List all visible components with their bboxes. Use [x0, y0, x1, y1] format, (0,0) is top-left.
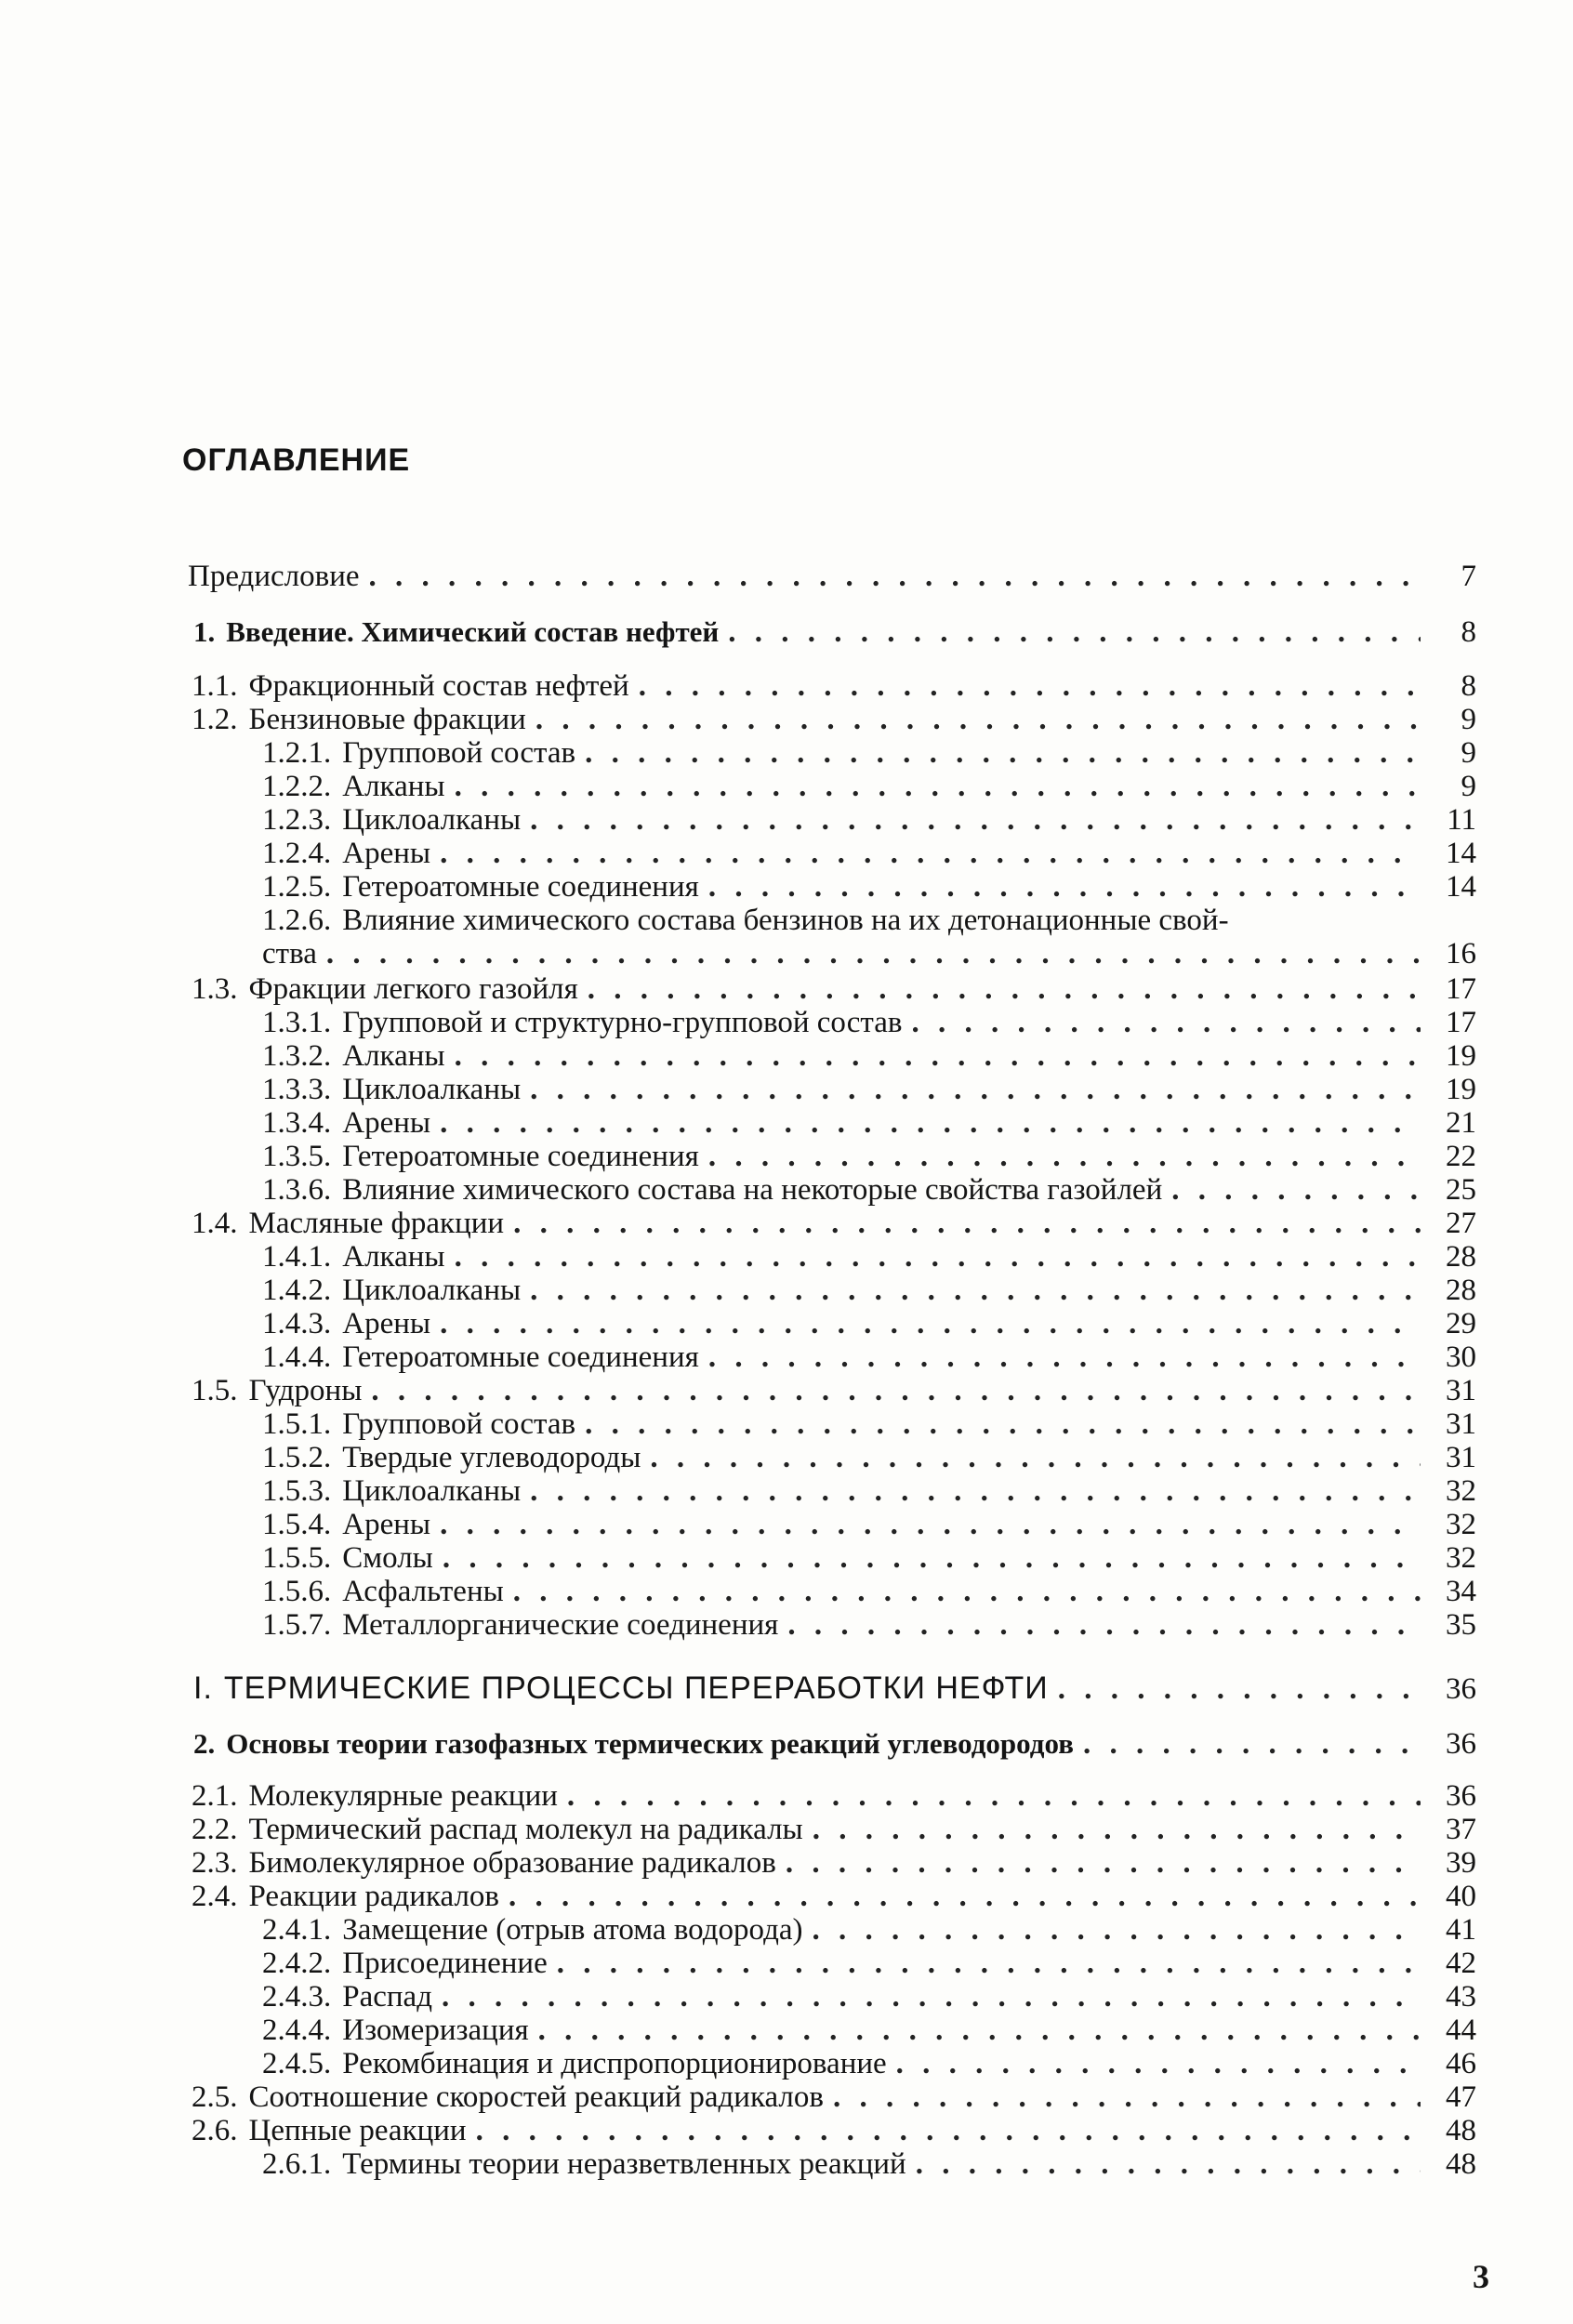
toc-entry-page: 21: [1446, 1106, 1476, 1140]
toc-entry-title: [262, 1608, 778, 1642]
toc-entry-label: Фракции легкого газойля: [248, 972, 578, 1006]
toc-entry-title: [192, 1779, 558, 1813]
dot-leader: [588, 972, 1421, 1006]
toc-entry-page: 46: [1446, 2047, 1476, 2080]
page-number: 3: [1473, 2258, 1489, 2295]
toc-entry: [262, 1947, 1476, 1980]
dot-leader: [896, 2047, 1421, 2080]
toc-entry: [192, 1880, 1476, 1913]
toc-entry-page: 40: [1446, 1880, 1476, 1913]
toc-entry: [262, 1073, 1476, 1106]
toc-entry-number: 1.2.5.: [262, 870, 332, 904]
toc-entry: [193, 1727, 1476, 1761]
toc-entry-number: 1.5.1.: [262, 1407, 332, 1441]
toc-entry-page: 8: [1461, 615, 1476, 649]
toc-entry-title: [262, 803, 521, 837]
toc-entry-label: Групповой состав: [342, 736, 576, 770]
toc-entry-title: [262, 2014, 529, 2047]
toc-entry-label: Алканы: [342, 770, 445, 803]
toc-entry: [262, 1340, 1476, 1374]
toc-entry: [262, 1608, 1476, 1642]
toc-entry: [192, 972, 1476, 1006]
toc-entry-label: Изомеризация: [342, 2014, 529, 2047]
toc-entry: [262, 1575, 1476, 1608]
toc-entry-page: 17: [1446, 972, 1476, 1006]
dot-leader: [639, 669, 1421, 703]
toc-entry-page: 14: [1446, 837, 1476, 870]
toc-entry-number: 1.2.2.: [262, 770, 332, 803]
toc-entry-title: [262, 1274, 521, 1307]
dot-leader: [530, 803, 1421, 837]
toc-entry: [262, 1541, 1476, 1575]
toc-entry: [262, 837, 1476, 870]
toc-entry: [192, 1846, 1476, 1880]
toc-entry-page: 32: [1446, 1541, 1476, 1575]
toc-entry-number: 1.2.6.: [262, 904, 332, 937]
toc-entry-label: Присоединение: [342, 1947, 548, 1980]
toc-entry-label: Циклоалканы: [342, 1474, 522, 1508]
toc-entry-label: Бензиновые фракции: [248, 703, 526, 736]
toc-entry-label: Предисловие: [188, 560, 360, 593]
toc-entry-title: [192, 972, 578, 1006]
toc-entry-label: Металлорганические соединения: [342, 1608, 779, 1642]
toc-entry: [192, 1207, 1476, 1240]
toc-entry-label: Влияние химического состава на некоторые свойства газойлей: [342, 1173, 1163, 1207]
toc-entry-title: [262, 1474, 521, 1508]
toc-entry-number: 2.4.2.: [262, 1947, 332, 1980]
dot-leader: [513, 1207, 1421, 1240]
toc-entry-label-continuation: ства: [262, 937, 317, 971]
toc-entry-page: 42: [1446, 1947, 1476, 1980]
dot-leader: [442, 1980, 1421, 2014]
toc-entry: [262, 1173, 1476, 1207]
toc-entry: [262, 1407, 1476, 1441]
toc-entry-label: Влияние химического состава бензинов на их детонационные свой-: [342, 904, 1229, 937]
toc-entry-page: 32: [1446, 1474, 1476, 1508]
toc-entry-page: 36: [1446, 1672, 1476, 1706]
toc-entry-page: 9: [1461, 736, 1476, 770]
toc-entry-title: [262, 1541, 433, 1575]
toc-entry: [262, 1240, 1476, 1274]
toc-entry-label: Групповой состав: [342, 1407, 576, 1441]
dot-leader: [1058, 1672, 1421, 1706]
dot-leader: [535, 703, 1421, 736]
toc-entry-title: [262, 870, 699, 904]
toc-entry-number: 2.: [193, 1727, 216, 1760]
toc-entry-page: 11: [1447, 803, 1476, 837]
toc-entry: [188, 560, 1476, 593]
toc-entry-page: 31: [1446, 1407, 1476, 1441]
toc-entry-label: Гетероатомные соединения: [342, 1140, 699, 1173]
toc-entry-label: Циклоалканы: [342, 803, 522, 837]
dot-leader: [833, 2080, 1421, 2114]
toc-entry-title: [192, 1880, 499, 1913]
toc-entry-label: Фракционный состав нефтей: [248, 669, 629, 703]
toc-entry-label: Основы теории газофазных термических реакций углеводородов: [226, 1727, 1074, 1760]
toc-entry-label: ТЕРМИЧЕСКИЕ ПРОЦЕССЫ ПЕРЕРАБОТКИ НЕФТИ: [223, 1670, 1049, 1706]
toc-entry-number: 2.4.4.: [262, 2014, 332, 2047]
toc-entry-label: Алканы: [342, 1240, 445, 1274]
toc-entry-number: 1.5.7.: [262, 1608, 332, 1642]
toc-entry: [262, 870, 1476, 904]
toc-entry-number: 1.4.1.: [262, 1240, 332, 1274]
toc-entry-number: 1.3.1.: [262, 1006, 332, 1039]
toc-entry-title: [192, 2114, 467, 2147]
toc-entry-title: [262, 837, 430, 870]
toc-entry-title: [262, 1340, 699, 1374]
toc-entry-number: 1.2.: [192, 703, 238, 736]
toc-entry-label: Цепные реакции: [248, 2114, 467, 2147]
toc-entry-page: 16: [1446, 937, 1476, 971]
dot-leader: [369, 560, 1421, 593]
toc-entry-number: 2.4.5.: [262, 2047, 332, 2080]
toc-entry-label: Асфальтены: [342, 1575, 504, 1608]
dot-leader: [1171, 1173, 1421, 1207]
page-title: ОГЛАВЛЕНИЕ: [182, 442, 411, 478]
toc-entry: [192, 669, 1476, 703]
toc-entry-page: 48: [1446, 2114, 1476, 2147]
toc-entry-label: Гудроны: [248, 1374, 363, 1407]
dot-leader: [708, 1340, 1421, 1374]
toc-entry: [262, 1307, 1476, 1340]
toc-entry-title: [192, 1207, 504, 1240]
toc-entry-page: 17: [1446, 1006, 1476, 1039]
toc-entry-number: 1.4.: [192, 1207, 238, 1240]
toc-entry-page: 37: [1446, 1813, 1476, 1846]
toc-entry-page: 22: [1446, 1140, 1476, 1173]
toc-entry-page: 28: [1446, 1240, 1476, 1274]
toc-entry-title: [262, 1575, 504, 1608]
toc-entry: [262, 1140, 1476, 1173]
toc-entry: [192, 1779, 1476, 1813]
toc-entry-number: 1.3.4.: [262, 1106, 332, 1140]
toc-entry-number: I.: [193, 1670, 213, 1706]
toc-entry: [262, 803, 1476, 837]
toc-entry-title: [262, 770, 445, 803]
toc-entry-page: 7: [1461, 560, 1476, 593]
dot-leader: [786, 1846, 1421, 1880]
toc-entry-label: Арены: [342, 1106, 431, 1140]
toc-entry-title: [192, 2080, 824, 2114]
toc-entry-label: Гетероатомные соединения: [342, 870, 699, 904]
dot-leader: [443, 1541, 1421, 1575]
toc-entry-number: 1.3.5.: [262, 1140, 332, 1173]
toc-entry-title: [262, 1307, 430, 1340]
toc-entry-label: Молекулярные реакции: [248, 1779, 558, 1813]
toc-entry-page: 19: [1446, 1039, 1476, 1073]
toc-entry: [262, 937, 1476, 971]
toc-entry-label: Твердые углеводороды: [342, 1441, 641, 1474]
toc-entry: [262, 1913, 1476, 1947]
toc-entry-number: 2.1.: [192, 1779, 238, 1813]
toc-entry-title: [262, 1006, 902, 1039]
toc-entry-label: Термины теории неразветвленных реакций: [342, 2147, 906, 2181]
toc-entry-title: [262, 1173, 1162, 1207]
toc-entry-number: 1.5.3.: [262, 1474, 332, 1508]
toc-entry-page: 30: [1446, 1340, 1476, 1374]
toc-entry-title: [262, 1441, 641, 1474]
toc-entry-page: 31: [1446, 1441, 1476, 1474]
toc-entry-page: 34: [1446, 1575, 1476, 1608]
toc-entry-page: 47: [1446, 2080, 1476, 2114]
dot-leader: [538, 2014, 1421, 2047]
toc-entry: [262, 736, 1476, 770]
dot-leader: [440, 837, 1421, 870]
toc-entry-label: Соотношение скоростей реакций радикалов: [248, 2080, 824, 2114]
toc-entry-label: Бимолекулярное образование радикалов: [248, 1846, 776, 1880]
toc-entry: [192, 1374, 1476, 1407]
toc-entry-title: [262, 1073, 521, 1106]
toc-entry: [193, 1671, 1476, 1705]
toc-entry-title: [262, 1508, 430, 1541]
toc-entry-number: 1.: [193, 615, 216, 648]
dot-leader: [513, 1575, 1421, 1608]
dot-leader: [530, 1073, 1421, 1106]
toc-entry-label: Арены: [342, 837, 431, 870]
toc-entry-number: 1.5.5.: [262, 1541, 332, 1575]
dot-leader: [708, 1140, 1421, 1173]
dot-leader: [787, 1608, 1421, 1642]
toc-entry-number: 2.6.: [192, 2114, 238, 2147]
toc-entry-title: [192, 669, 629, 703]
toc-entry: [192, 2080, 1476, 2114]
dot-leader: [455, 1039, 1421, 1073]
toc-entry-number: 1.2.1.: [262, 736, 332, 770]
dot-leader: [916, 2147, 1421, 2181]
toc-entry-page: 28: [1446, 1274, 1476, 1307]
toc-entry: [262, 2014, 1476, 2047]
toc-entry: [262, 1474, 1476, 1508]
toc-entry-title: [192, 1374, 362, 1407]
dot-leader: [911, 1006, 1421, 1039]
toc-entry-label: Гетероатомные соединения: [342, 1340, 699, 1374]
toc-entry-label: Арены: [342, 1508, 431, 1541]
toc-entry-page: 9: [1461, 770, 1476, 803]
toc-entry-number: 1.1.: [192, 669, 238, 703]
toc-entry: [262, 1980, 1476, 2014]
toc-entry-number: 2.2.: [192, 1813, 238, 1846]
toc-entry-title: [188, 560, 360, 593]
toc-entry-number: 1.2.4.: [262, 837, 332, 870]
dot-leader: [728, 615, 1421, 649]
dot-leader: [371, 1374, 1421, 1407]
dot-leader: [1083, 1727, 1421, 1761]
toc-entry-label: Арены: [342, 1307, 431, 1340]
toc-entry-number: 2.4.3.: [262, 1980, 332, 2014]
dot-leader: [650, 1441, 1421, 1474]
toc-entry-page: 25: [1446, 1173, 1476, 1207]
toc-entry-page: 41: [1446, 1913, 1476, 1947]
toc-entry-number: 1.5.6.: [262, 1575, 332, 1608]
dot-leader: [326, 937, 1421, 971]
toc-entry-label: Термический распад молекул на радикалы: [248, 1813, 803, 1846]
dot-leader: [476, 2114, 1421, 2147]
toc-entry-page: 19: [1446, 1073, 1476, 1106]
toc-entry-label: Замещение (отрыв атома водорода): [342, 1913, 803, 1947]
toc-entry-page: 36: [1446, 1727, 1476, 1761]
toc-entry-page: 29: [1446, 1307, 1476, 1340]
toc-entry-number: 1.3.6.: [262, 1173, 332, 1207]
toc-entry-title: [193, 615, 719, 649]
toc-entry-title: [262, 2147, 906, 2181]
toc-entry-number: 1.4.2.: [262, 1274, 332, 1307]
toc-entry-title: [262, 1140, 699, 1173]
dot-leader: [455, 1240, 1421, 1274]
toc-entry-number: 1.5.4.: [262, 1508, 332, 1541]
toc-entry: [193, 615, 1476, 649]
dot-leader: [509, 1880, 1421, 1913]
dot-leader: [708, 870, 1421, 904]
toc-entry-number: 1.4.3.: [262, 1307, 332, 1340]
toc-entry: [192, 2114, 1476, 2147]
toc-entry-number: 1.2.3.: [262, 803, 332, 837]
toc-entry-page: 39: [1446, 1846, 1476, 1880]
toc-entry: [262, 1274, 1476, 1307]
toc-entry-title: [262, 2047, 887, 2080]
toc-entry-page: 31: [1446, 1374, 1476, 1407]
toc-entry-number: 1.3.: [192, 972, 238, 1006]
toc-entry-title: [192, 1813, 803, 1846]
toc-entry-page: 9: [1461, 703, 1476, 736]
dot-leader: [530, 1474, 1421, 1508]
toc-entry-title: [262, 1407, 575, 1441]
toc-entry-number: 1.5.2.: [262, 1441, 332, 1474]
toc-entry-number: 2.4.1.: [262, 1913, 332, 1947]
dot-leader: [585, 736, 1421, 770]
toc-entry: [192, 703, 1476, 736]
toc-entry: [262, 1006, 1476, 1039]
toc-entry-first-line: [262, 904, 1229, 937]
toc-entry-page: 48: [1446, 2147, 1476, 2181]
toc-entry: [262, 1039, 1476, 1073]
toc-entry-number: 2.3.: [192, 1846, 238, 1880]
toc-entry: [262, 770, 1476, 803]
toc-entry-title: [192, 703, 526, 736]
toc-entry-page: 35: [1446, 1608, 1476, 1642]
toc-entry-label: Алканы: [342, 1039, 445, 1073]
dot-leader: [585, 1407, 1421, 1441]
toc-entry-number: 1.3.3.: [262, 1073, 332, 1106]
toc-entry: [192, 1813, 1476, 1846]
toc-entry-label: Циклоалканы: [342, 1073, 522, 1106]
dot-leader: [813, 1813, 1421, 1846]
toc-entry: [262, 1441, 1476, 1474]
toc-entry-page: 32: [1446, 1508, 1476, 1541]
toc-entry-label: Распад: [342, 1980, 432, 2014]
toc-entry-title: [262, 1913, 803, 1947]
toc-entry: [262, 1508, 1476, 1541]
toc-entry-title: [262, 1240, 445, 1274]
toc-entry-page: 8: [1461, 669, 1476, 703]
toc-entry-page: 36: [1446, 1779, 1476, 1813]
toc-entry-number: 1.3.2.: [262, 1039, 332, 1073]
toc-entry-page: 43: [1446, 1980, 1476, 2014]
toc-entry-title: [262, 1947, 548, 1980]
toc-entry-label: Смолы: [342, 1541, 433, 1575]
dot-leader: [557, 1947, 1421, 1980]
dot-leader: [455, 770, 1421, 803]
toc-entry-page: 14: [1446, 870, 1476, 904]
dot-leader: [440, 1508, 1421, 1541]
toc-entry-number: 2.4.: [192, 1880, 238, 1913]
dot-leader: [440, 1106, 1421, 1140]
toc-entry-label: Реакции радикалов: [248, 1880, 499, 1913]
toc-entry-page: 27: [1446, 1207, 1476, 1240]
toc-entry-title: [262, 1106, 430, 1140]
toc-entry-label: Циклоалканы: [342, 1274, 522, 1307]
toc-entry-title: [192, 1846, 776, 1880]
dot-leader: [530, 1274, 1421, 1307]
toc-entry-page: 44: [1446, 2014, 1476, 2047]
toc-entry-title: [193, 1727, 1074, 1761]
toc-entry: [262, 2047, 1476, 2080]
toc-entry: [262, 2147, 1476, 2181]
toc-entry-title: [262, 1039, 445, 1073]
dot-leader: [813, 1913, 1421, 1947]
toc-entry-title: [262, 1980, 432, 2014]
toc-entry-title: [193, 1671, 1049, 1705]
toc-entry-title: [262, 736, 575, 770]
dot-leader: [567, 1779, 1421, 1813]
toc-entry-label: Введение. Химический состав нефтей: [226, 615, 720, 648]
toc-entry-label: Групповой и структурно-групповой состав: [342, 1006, 903, 1039]
toc-entry-number: 1.4.4.: [262, 1340, 332, 1374]
dot-leader: [440, 1307, 1421, 1340]
toc-entry-label: Рекомбинация и диспропорционирование: [342, 2047, 887, 2080]
toc-entry-label: Масляные фракции: [248, 1207, 505, 1240]
toc-entry-number: 2.5.: [192, 2080, 238, 2114]
toc-entry: [262, 1106, 1476, 1140]
toc-entry-number: 2.6.1.: [262, 2147, 332, 2181]
toc-entry-number: 1.5.: [192, 1374, 238, 1407]
